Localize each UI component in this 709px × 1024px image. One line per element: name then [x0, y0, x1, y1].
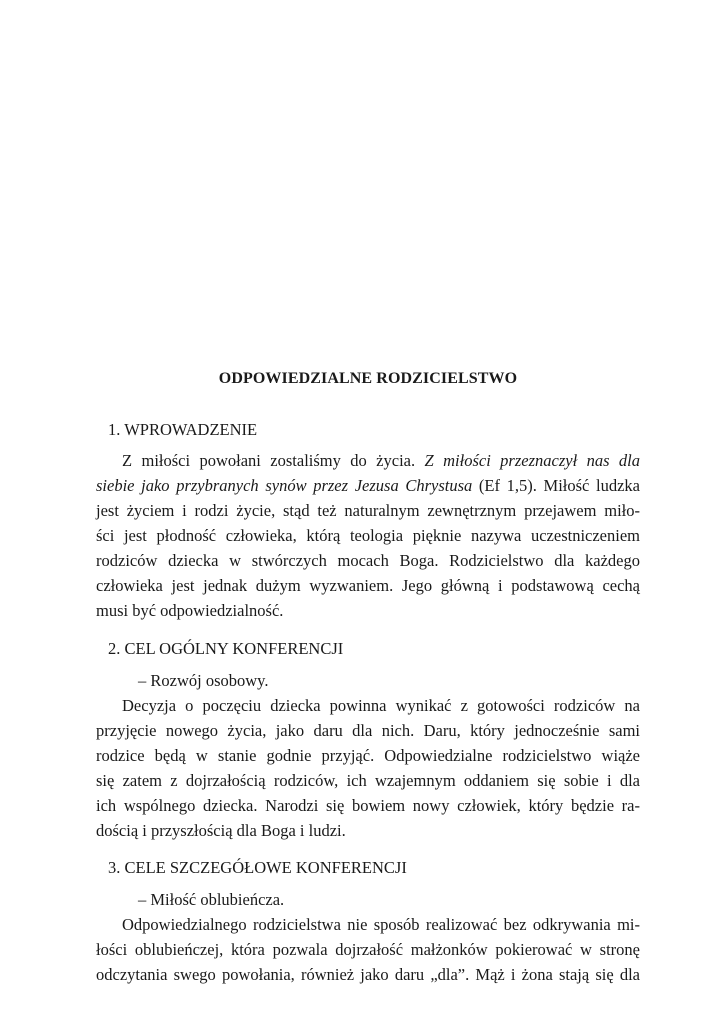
paragraph-line: rodziców dziecka w stwórczych mocach Boga. Rodzicielstwo dla każdego [96, 551, 640, 570]
document-title: ODPOWIEDZIALNE RODZICIELSTWO [218, 370, 518, 387]
paragraph-line: siebie jako przybranych synów przez Jezusa Chrystusa (Ef 1,5). Miłość ludzka [96, 476, 640, 495]
section-heading-3: 3. CELE SZCZEGÓŁOWE KONFERENCJI [108, 858, 407, 877]
paragraph-line: rodzice będą w stanie godnie przyjąć. Odpowiedzialne rodzicielstwo wiąże [96, 746, 640, 765]
paragraph-line: przyjęcie nowego życia, jako daru dla nich. Daru, który jednocześnie sami [96, 721, 640, 740]
paragraph-line: łości oblubieńczej, która pozwala dojrzałość małżonków pokierować w stronę [96, 940, 640, 959]
paragraph-line: musi być odpowiedzialność. [96, 601, 284, 620]
paragraph-line: człowieka jest jednak dużym wyzwaniem. Jego główną i podstawową cechą [96, 576, 640, 595]
subsection-label: – Miłość oblubieńcza. [138, 890, 285, 909]
paragraph-line: ich wspólnego dziecka. Narodzi się bowiem nowy człowiek, który będzie ra- [96, 796, 640, 815]
section-heading-2: 2. CEL OGÓLNY KONFERENCJI [108, 639, 344, 658]
section-heading-1: 1. WPROWADZENIE [108, 420, 258, 439]
paragraph-line: ści jest płodność człowieka, którą teologia pięknie nazywa uczestniczeniem [96, 526, 640, 545]
paragraph-line: jest życiem i rodzi życie, stąd też naturalnym zewnętrznym przejawem miło- [96, 501, 640, 520]
paragraph-line: dością i przyszłością dla Boga i ludzi. [96, 821, 346, 840]
paragraph-line: Odpowiedzialnego rodzicielstwa nie sposób realizować bez odkrywania mi- [122, 915, 640, 934]
paragraph-line: się zatem z dojrzałością rodziców, ich wzajemnym oddaniem się sobie i dla [96, 771, 640, 790]
subsection-label: – Rozwój osobowy. [138, 671, 269, 690]
paragraph-line: odczytania swego powołania, również jako daru „dla”. Mąż i żona stają się dla [96, 965, 640, 984]
paragraph-line: Decyzja o poczęciu dziecka powinna wynikać z gotowości rodziców na [122, 696, 640, 715]
paragraph-line: Z miłości powołani zostaliśmy do życia. Z miłości przeznaczył nas dla [122, 451, 640, 470]
